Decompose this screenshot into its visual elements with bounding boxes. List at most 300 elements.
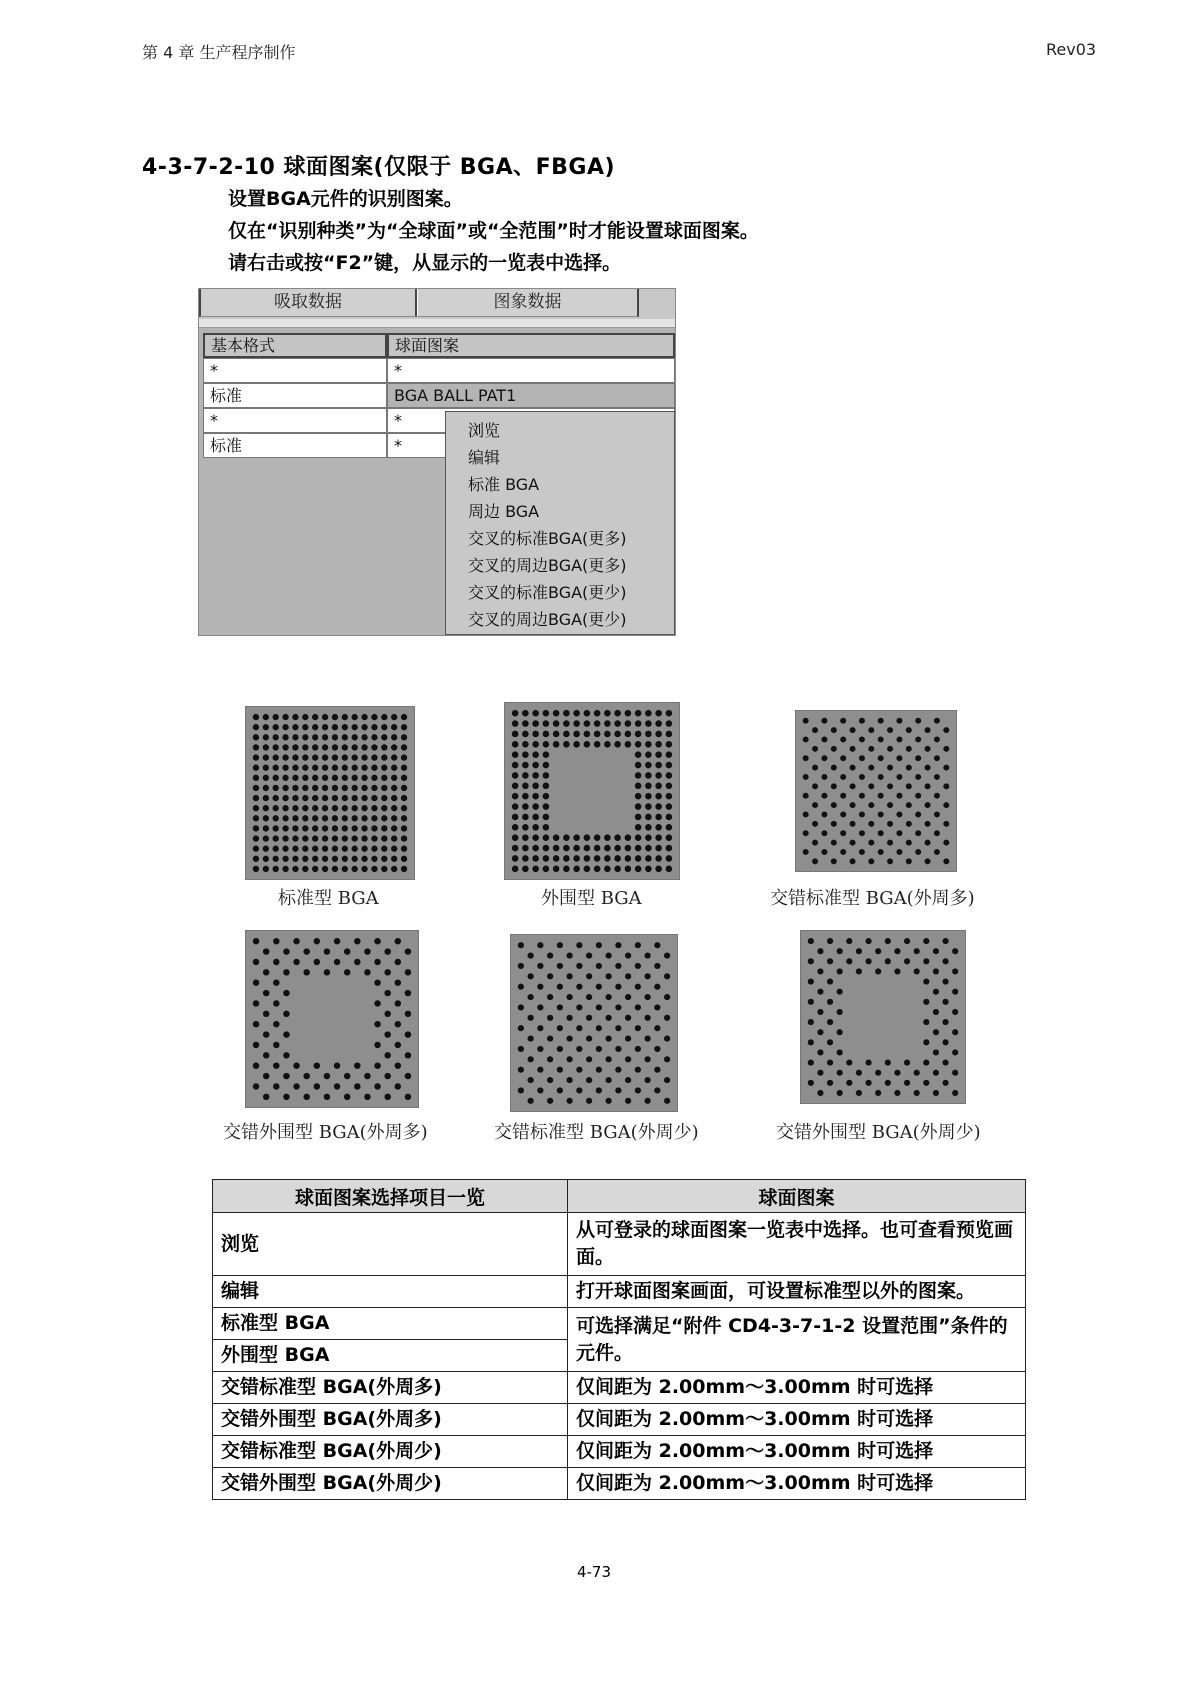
ball-dot — [371, 795, 377, 801]
ball-dot — [518, 1087, 524, 1093]
ball-dot — [887, 783, 893, 789]
ball-dot — [324, 948, 330, 954]
ball-dot — [635, 1004, 641, 1010]
menu-item-staggered-standard-less[interactable]: 交叉的标准BGA(更少) — [468, 583, 627, 602]
ball-dot — [594, 834, 601, 841]
ball-dot — [543, 710, 550, 717]
ball-dot — [596, 1087, 602, 1093]
ball-dot — [827, 1059, 833, 1065]
ball-dot — [896, 849, 902, 855]
ball-dot — [292, 724, 298, 730]
ball-dot — [645, 710, 652, 717]
ball-dot — [283, 1052, 289, 1058]
ball-dot — [812, 840, 818, 846]
ball-dot — [906, 802, 912, 808]
grid-cell[interactable]: 标准 — [203, 383, 387, 408]
table-cell-item: 浏览 — [213, 1213, 568, 1276]
ball-dot — [934, 793, 940, 799]
ball-dot — [522, 741, 529, 748]
ball-dot — [371, 714, 377, 720]
ball-dot — [584, 845, 591, 852]
ball-dot — [391, 765, 397, 771]
ball-dot — [654, 1025, 660, 1031]
grid-cell[interactable]: * — [387, 433, 675, 458]
caption-standard-bga: 标准型 BGA — [278, 888, 379, 909]
ball-dot — [878, 755, 884, 761]
ball-dot — [253, 959, 259, 965]
ball-dot — [253, 744, 259, 750]
ball-dot — [371, 734, 377, 740]
ball-dot — [332, 734, 338, 740]
ball-dot — [594, 731, 601, 738]
ball-dot — [856, 1070, 862, 1076]
caption-staggered-perimeter-more: 交错外围型 BGA(外周多) — [223, 1122, 428, 1143]
ball-dot — [528, 994, 534, 1000]
ball-dot — [934, 774, 940, 780]
ball-dot — [840, 755, 846, 761]
ball-dot — [364, 1073, 370, 1079]
ball-dot — [896, 774, 902, 780]
ball-dot — [596, 963, 602, 969]
ball-dot — [361, 815, 367, 821]
ball-dot — [282, 724, 288, 730]
ball-dot — [273, 846, 279, 852]
ball-dot — [344, 969, 350, 975]
ball-dot — [543, 762, 550, 769]
ball-dot — [856, 948, 862, 954]
ball-dot — [253, 754, 259, 760]
ball-dot — [381, 856, 387, 862]
menu-item-standard-bga[interactable]: 标准 BGA — [468, 475, 540, 494]
ball-dot — [374, 1062, 380, 1068]
ball-dot — [302, 856, 308, 862]
ball-dot — [817, 989, 823, 995]
ball-dot — [887, 821, 893, 827]
grid-header-ball-pattern: 球面图案 — [387, 333, 675, 358]
ball-dot — [625, 741, 632, 748]
ball-dot — [302, 724, 308, 730]
ball-dot — [253, 825, 259, 831]
ball-dot — [332, 825, 338, 831]
ball-dot — [282, 734, 288, 740]
ball-dot — [664, 994, 670, 1000]
ball-dot — [381, 785, 387, 791]
ball-dot — [563, 731, 570, 738]
table-cell-item: 外围型 BGA — [213, 1340, 568, 1372]
ball-dot — [606, 994, 612, 1000]
ball-dot — [303, 1073, 309, 1079]
ball-dot — [312, 815, 318, 821]
ball-dot — [543, 731, 550, 738]
ball-dot — [391, 805, 397, 811]
ball-grid-svg — [801, 931, 965, 1103]
ball-grid-svg — [796, 711, 956, 871]
ball-dot — [253, 1021, 259, 1027]
ball-dot — [302, 744, 308, 750]
ball-dot — [263, 775, 269, 781]
ball-dot — [282, 795, 288, 801]
ball-dot — [371, 856, 377, 862]
table-cell-desc: 仅间距为 2.00mm～3.00mm 时可选择 — [568, 1468, 1026, 1500]
ball-dot — [576, 942, 582, 948]
grid-cell-selected[interactable]: BGA BALL PAT1 — [387, 383, 675, 408]
ball-dot — [606, 1077, 612, 1083]
ball-dot — [666, 762, 673, 769]
ball-dot — [312, 805, 318, 811]
ball-dot — [401, 734, 407, 740]
ball-dot — [934, 811, 940, 817]
ball-dot — [381, 795, 387, 801]
ball-dot — [943, 765, 949, 771]
ball-dot — [395, 1042, 401, 1048]
ball-dot — [361, 795, 367, 801]
ball-dot — [655, 762, 662, 769]
ball-dot — [547, 952, 553, 958]
ball-dot — [273, 754, 279, 760]
ball-dot — [354, 959, 360, 965]
ball-dot — [532, 772, 539, 779]
ball-dot — [614, 710, 621, 717]
ball-dot — [896, 755, 902, 761]
ball-dot — [875, 948, 881, 954]
ball-dot — [342, 754, 348, 760]
ball-dot — [543, 720, 550, 727]
ball-dot — [837, 1029, 843, 1035]
ball-dot — [821, 849, 827, 855]
ball-dot — [827, 999, 833, 1005]
ball-dot — [894, 1090, 900, 1096]
ball-dot — [518, 1046, 524, 1052]
section-title: 4-3-7-2-10 球面图案(仅限于 BGA、FBGA) — [142, 155, 616, 180]
ball-dot — [384, 990, 390, 996]
ball-dot — [817, 1029, 823, 1035]
ball-dot — [827, 978, 833, 984]
ball-dot — [915, 811, 921, 817]
ball-dot — [352, 825, 358, 831]
caption-perimeter-bga: 外围型 BGA — [541, 888, 642, 909]
ball-dot — [563, 710, 570, 717]
ball-dot — [614, 720, 621, 727]
grid-cell[interactable]: 标准 — [203, 433, 387, 458]
ball-dot — [334, 938, 340, 944]
ball-dot — [850, 746, 856, 752]
ball-dot — [635, 741, 642, 748]
ball-dot — [253, 1062, 259, 1068]
ball-dot — [302, 846, 308, 852]
ball-dot — [821, 755, 827, 761]
ball-dot — [512, 710, 519, 717]
ball-dot — [391, 734, 397, 740]
ball-dot — [952, 1029, 958, 1035]
ball-dot — [528, 1056, 534, 1062]
ball-dot — [361, 785, 367, 791]
table-cell-item: 编辑 — [213, 1276, 568, 1308]
ball-dot — [391, 825, 397, 831]
ball-dot — [606, 973, 612, 979]
ball-dot — [381, 744, 387, 750]
ball-dot — [584, 720, 591, 727]
ball-dot — [594, 710, 601, 717]
ball-dot — [645, 783, 652, 790]
grid-row-selected[interactable] — [203, 383, 675, 408]
paragraph-3: 请右击或按“F2”键，从显示的一览表中选择。 — [228, 252, 622, 274]
ball-dot — [263, 1011, 269, 1017]
ball-dot — [934, 830, 940, 836]
table-cell-item: 标准型 BGA — [213, 1308, 568, 1340]
ball-dot — [875, 1090, 881, 1096]
grid-cell[interactable]: * — [203, 358, 387, 383]
ball-dot — [283, 1094, 289, 1100]
ball-dot — [635, 963, 641, 969]
ball-dot — [821, 830, 827, 836]
ball-dot — [292, 785, 298, 791]
ball-dot — [827, 1019, 833, 1025]
ball-dot — [344, 948, 350, 954]
ball-dot — [253, 1000, 259, 1006]
ball-dot — [812, 727, 818, 733]
ball-dot — [253, 835, 259, 841]
ball-dot — [312, 785, 318, 791]
ball-dot — [942, 1080, 948, 1086]
ball-dot — [655, 866, 662, 873]
ball-dot — [522, 720, 529, 727]
paragraph-1: 设置BGA元件的识别图案。 — [228, 188, 463, 210]
tab-bar — [199, 289, 675, 319]
grid-cell[interactable]: * — [387, 408, 675, 433]
ball-dot — [342, 846, 348, 852]
ball-dot — [625, 731, 632, 738]
ball-dot — [645, 762, 652, 769]
ball-dot — [312, 866, 318, 872]
ball-dot — [512, 731, 519, 738]
ball-dot — [537, 1004, 543, 1010]
ball-dot — [635, 751, 642, 758]
ball-dot — [391, 744, 397, 750]
ball-dot — [635, 1025, 641, 1031]
table-row — [213, 1213, 1026, 1276]
ball-dot — [253, 805, 259, 811]
ball-dot — [625, 1098, 631, 1104]
ball-dot — [586, 1098, 592, 1104]
ball-dot — [837, 1049, 843, 1055]
ball-dot — [253, 866, 259, 872]
ball-dot — [253, 1083, 259, 1089]
ball-dot — [942, 958, 948, 964]
ball-dot — [553, 866, 560, 873]
ball-dot — [292, 765, 298, 771]
ball-dot — [859, 755, 865, 761]
ball-dot — [547, 1077, 553, 1083]
ball-dot — [302, 866, 308, 872]
ball-dot — [635, 1046, 641, 1052]
menu-item-staggered-perimeter-less[interactable]: 交叉的周边BGA(更少) — [468, 610, 627, 629]
ball-dot — [887, 727, 893, 733]
grid-header-row — [203, 333, 675, 358]
ball-dot — [615, 1046, 621, 1052]
ball-dot — [925, 821, 931, 827]
ball-dot — [896, 736, 902, 742]
ball-dot — [567, 952, 573, 958]
table-cell-item: 交错标准型 BGA(外周多) — [213, 1372, 568, 1404]
tab-pickup-data[interactable]: 吸取数据 — [199, 289, 417, 317]
ball-dot — [273, 825, 279, 831]
menu-item-edit[interactable]: 编辑 — [468, 448, 501, 467]
ball-dot — [344, 1073, 350, 1079]
ball-dot — [812, 765, 818, 771]
ball-dot — [943, 783, 949, 789]
ball-dot — [292, 775, 298, 781]
ball-dot — [576, 1067, 582, 1073]
ball-dot — [352, 734, 358, 740]
tab-strip — [199, 319, 675, 328]
ball-dot — [655, 855, 662, 862]
paragraph-2: 仅在“识别种类”为“全球面”或“全范围”时才能设置球面图案。 — [228, 220, 759, 242]
ball-dot — [942, 978, 948, 984]
ball-dot — [615, 1025, 621, 1031]
ball-dot — [342, 724, 348, 730]
ball-dot — [401, 815, 407, 821]
ball-dot — [840, 736, 846, 742]
ball-dot — [273, 856, 279, 862]
ball-dot — [332, 754, 338, 760]
ball-dot — [803, 793, 809, 799]
ball-dot — [885, 958, 891, 964]
ball-dot — [625, 710, 632, 717]
ball-dot — [361, 754, 367, 760]
ball-dot — [371, 724, 377, 730]
ball-dot — [361, 846, 367, 852]
ball-dot — [859, 774, 865, 780]
ball-dot — [292, 835, 298, 841]
ball-dot — [522, 751, 529, 758]
ball-dot — [664, 973, 670, 979]
ball-dot — [354, 1083, 360, 1089]
ball-dot — [273, 765, 279, 771]
ball-dot — [324, 969, 330, 975]
ball-dot — [831, 783, 837, 789]
grid-row[interactable] — [203, 358, 675, 383]
ball-dot — [925, 727, 931, 733]
ball-dot — [273, 835, 279, 841]
tab-image-data[interactable]: 图象数据 — [417, 289, 639, 317]
ball-dot — [878, 736, 884, 742]
ball-dot — [537, 1087, 543, 1093]
ball-dot — [273, 1021, 279, 1027]
ball-dot — [553, 731, 560, 738]
ball-dot — [395, 1021, 401, 1027]
ball-dot — [831, 821, 837, 827]
ball-dot — [584, 866, 591, 873]
ball-dot — [332, 744, 338, 750]
ball-dot — [887, 840, 893, 846]
ball-dot — [878, 849, 884, 855]
ball-dot — [635, 1067, 641, 1073]
menu-item-perimeter-bga[interactable]: 周边 BGA — [468, 502, 540, 521]
ball-dot — [614, 866, 621, 873]
ball-dot — [253, 785, 259, 791]
ball-dot — [859, 830, 865, 836]
ball-dot — [543, 772, 550, 779]
ball-dot — [352, 795, 358, 801]
ball-dot — [401, 714, 407, 720]
ball-dot — [401, 785, 407, 791]
ball-dot — [606, 1035, 612, 1041]
ball-dot — [253, 979, 259, 985]
ball-dot — [391, 785, 397, 791]
ball-dot — [664, 1056, 670, 1062]
ball-dot — [322, 866, 328, 872]
ball-dot — [364, 1094, 370, 1100]
ball-dot — [553, 845, 560, 852]
ball-dot — [332, 785, 338, 791]
ball-dot — [645, 793, 652, 800]
ball-dot — [846, 958, 852, 964]
ball-dot — [645, 824, 652, 831]
ball-dot — [395, 1000, 401, 1006]
ball-dot — [840, 811, 846, 817]
ball-dot — [518, 942, 524, 948]
ball-dot — [654, 1087, 660, 1093]
ball-dot — [273, 938, 279, 944]
ball-dot — [401, 724, 407, 730]
ball-dot — [312, 835, 318, 841]
ball-dot — [837, 1090, 843, 1096]
ball-dot — [273, 714, 279, 720]
ball-dot — [518, 1025, 524, 1031]
ball-dot — [934, 849, 940, 855]
ball-dot — [371, 835, 377, 841]
ball-dot — [405, 1073, 411, 1079]
ball-dot — [405, 969, 411, 975]
ball-dot — [292, 744, 298, 750]
ball-dot — [282, 866, 288, 872]
table-row — [213, 1308, 1026, 1340]
menu-item-staggered-perimeter-more[interactable]: 交叉的周边BGA(更多) — [468, 556, 627, 575]
ball-dot — [817, 948, 823, 954]
ball-dot — [596, 1004, 602, 1010]
table-row — [213, 1468, 1026, 1500]
ball-dot — [342, 744, 348, 750]
ball-dot — [405, 990, 411, 996]
table-row — [213, 1372, 1026, 1404]
ball-dot — [865, 938, 871, 944]
ball-dot — [850, 840, 856, 846]
ball-dot — [395, 959, 401, 965]
ball-dot — [401, 754, 407, 760]
ball-dot — [856, 968, 862, 974]
menu-item-staggered-standard-more[interactable]: 交叉的标准BGA(更多) — [468, 529, 627, 548]
grid-cell[interactable]: * — [203, 408, 387, 433]
ball-dot — [322, 775, 328, 781]
ball-dot — [324, 1094, 330, 1100]
ball-dot — [850, 783, 856, 789]
figure-perimeter-bga — [504, 702, 680, 880]
ball-dot — [332, 866, 338, 872]
ball-dot — [405, 1094, 411, 1100]
ball-dot — [906, 746, 912, 752]
ball-dot — [342, 856, 348, 862]
figure-standard-bga — [245, 706, 415, 880]
ball-dot — [896, 793, 902, 799]
ball-dot — [625, 1015, 631, 1021]
menu-item-browse[interactable]: 浏览 — [468, 421, 501, 440]
ball-dot — [943, 858, 949, 864]
grid-cell[interactable]: * — [387, 358, 675, 383]
ball-dot — [361, 724, 367, 730]
ball-dot — [645, 741, 652, 748]
ball-dot — [283, 948, 289, 954]
ball-dot — [584, 834, 591, 841]
